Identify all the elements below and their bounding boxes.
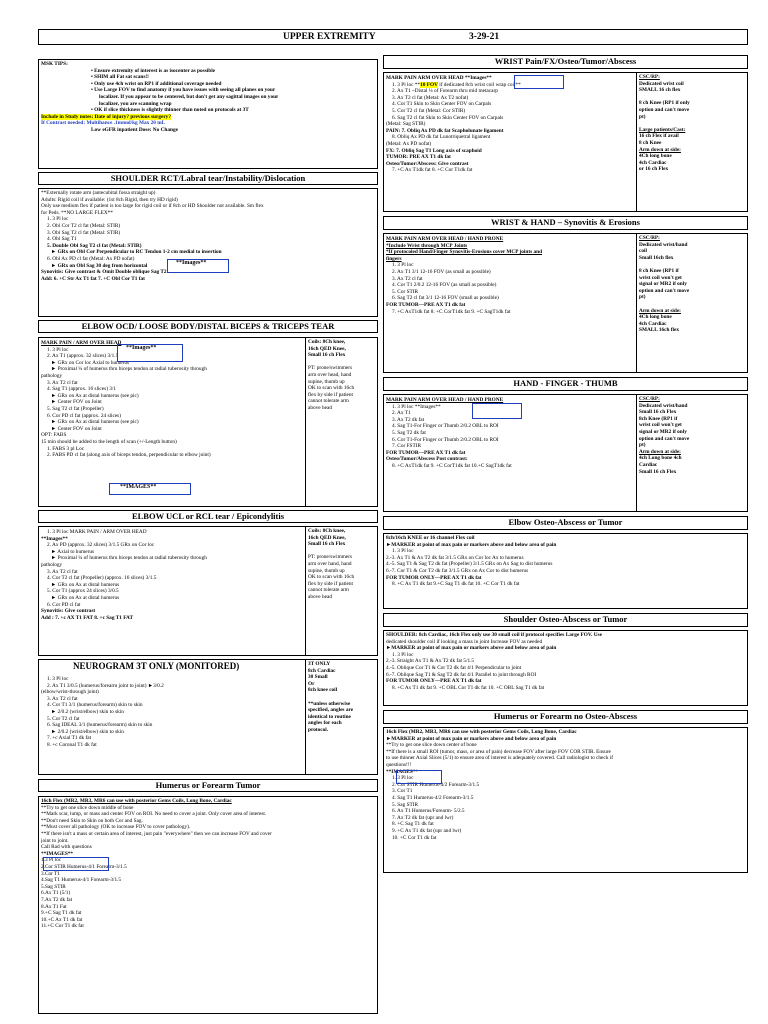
- humerus-osteo-step: 7. Ax T2 dk fat (upr and lwr): [392, 814, 454, 821]
- wrist-side-line: [639, 120, 747, 127]
- wrist-side-line: 4Ch long bone: [639, 153, 672, 160]
- neurogram-step: 3. Ax T2 cl fat: [47, 695, 78, 702]
- humerus-tumor-step: 9.+C Sag T1 dk fat: [41, 910, 82, 917]
- humerus-tumor-step: Call Rad with questions: [41, 844, 92, 851]
- wrist-side-line: 8 ch Knee: [639, 139, 662, 146]
- shoulder-osteo-step: 4.-5. Oblique Cor T1 & Cor T2 dk fat 4/1 Perpendicular to joint: [386, 664, 522, 671]
- humerus-tumor-step: 4.Sag T1 Humerus-4/1 Forearm-3/1.5: [41, 877, 122, 884]
- neurogram-step: 1. 3 Pl loc: [47, 676, 69, 682]
- neurogram-side-line: protocol.: [308, 726, 329, 733]
- humerus-tumor-step: **IMAGES**: [41, 850, 74, 857]
- elbow-ucl-side-panel: [305, 527, 378, 656]
- wrist-hand-step: 6. Sag T2 cl fat 3/1 12-16 FOV (small as possible): [392, 295, 499, 302]
- elbow-ocd-step: 1. FABS 3 pl Loc: [47, 445, 85, 452]
- humerus-tumor-title: Humerus or Forearm Tumor: [38, 779, 378, 792]
- elbow-osteo-step: 8. +C Ax T1 dk fat 9.+C Sag T1 dk fat 10. +C Cor T1 dk fat: [392, 581, 520, 588]
- humerus-osteo-box: [383, 727, 748, 873]
- elbow-ucl-step: **Images**: [41, 535, 68, 542]
- wrist-images-marker: [514, 75, 564, 89]
- neurogram-step: 8. +c Coronal T1 dk fat: [47, 741, 97, 748]
- elbow-ucl-step: 5. Cor T1 (approx 24 slices) 3/0.5: [47, 588, 119, 595]
- elbow-osteo-step: 8ch/16ch KNEE or 16 channel Flex coil: [386, 535, 475, 541]
- wrist-side-line: Arm down at side:: [639, 146, 681, 153]
- hand-step: 1. 3 Pl loc **Images**: [392, 403, 441, 410]
- elbow-ucl-side-line: OK to scan with 16ch: [308, 574, 355, 581]
- neurogram-side-line: angles for each: [308, 720, 342, 727]
- shoulder-title: SHOULDER RCT/Labral tear/Instability/Dislocation: [38, 172, 378, 185]
- shoulder-osteo-step: 6.-7. Oblique Sag T1 & Sag T2 dk fat 4/1 Parallel to joint through ROI: [386, 671, 537, 678]
- elbow-ucl-step: pathology: [41, 561, 63, 568]
- elbow-ocd-side-line: flex by side if patient: [308, 391, 354, 398]
- hand-step: MARK PAIN ARM OVER HEAD / HAND PRONE: [386, 397, 504, 403]
- neurogram-side-line: **unless otherwise: [308, 700, 351, 707]
- humerus-osteo-step: 1. 3 Pl loc: [392, 775, 414, 782]
- neurogram-side-line: 8ch knee coil: [308, 687, 338, 694]
- hand-step: 2. Ax T1: [392, 410, 411, 417]
- hand-title: HAND - FINGER - THUMB: [383, 377, 748, 391]
- wrist-hand-side-line: [639, 301, 747, 308]
- humerus-osteo-step: 6. Ax T1 Humerus/Forearm- 5/2.5: [392, 808, 465, 815]
- elbow-ocd-images-marker: [117, 344, 183, 362]
- shoulder-step: **Externally rotate arm (antecubital fossa straight up): [41, 190, 156, 196]
- wrist-hand-step: 2. Ax T1 3/1 12-16 FOV (as small as possible): [392, 268, 491, 275]
- wrist-hand-side-panel: [636, 234, 748, 373]
- shoulder-step: 4. Obl Sag T1: [47, 236, 77, 243]
- wrist-hand-step: fingers: [386, 255, 402, 262]
- neurogram-step: (elbow/wrist-through joint): [41, 689, 99, 696]
- page-title: UPPER EXTREMITY: [283, 32, 376, 42]
- humerus-osteo-step: 4. Sag T1 Humerus-4/2 Forearm-3/1.5: [392, 794, 474, 801]
- wrist-step: (Metal: Ax PD nofat): [386, 140, 432, 147]
- wrist-hand-side-line: Small 16ch flex: [639, 254, 674, 261]
- humerus-osteo-title: Humerus or Forearm no Osteo-Abscess: [383, 710, 748, 724]
- hand-images-marker: [472, 403, 522, 419]
- humerus-tumor-step: 5.Sag STIR: [41, 883, 66, 890]
- wrist-hand-side-line: pt): [639, 294, 646, 301]
- elbow-ocd-side-panel: [305, 338, 378, 507]
- elbow-ocd-step: ► Proximal ¼ of humerus thru biceps tendon at radial tuberosity through: [51, 366, 207, 373]
- wrist-step: 1. 3 Pl loc **10 FOV if dedicated 8ch wrist coil wrap coil**: [392, 81, 521, 88]
- hand-side-line: 8ch Knee (RP1 if: [639, 415, 678, 422]
- neurogram-title: NEUROGRAM 3T ONLY (MONITORED): [73, 661, 240, 671]
- humerus-tumor-step: 16ch Flex (MR2, MR3, MR6 can use with posterior Gems Coils, Long Bone, Cardiac: [41, 798, 232, 804]
- hand-step: 7. Cor FSTIR: [392, 443, 421, 450]
- wrist-side-line: Large patients/Cast:: [639, 126, 686, 133]
- elbow-ocd-step: 15 min should be added to the length of scan (+/-Length button): [41, 438, 177, 445]
- elbow-ucl-side-line: cannot tolerate arm: [308, 587, 349, 594]
- humerus-tumor-images-marker: [43, 857, 109, 871]
- humerus-tumor-box: [38, 796, 378, 1014]
- humerus-osteo-step: **IMAGES**: [386, 768, 419, 775]
- contrast-note: If Contrast needed: Multihance .1mmol/kg Max 20 mL: [41, 120, 166, 127]
- wrist-hand-side-line: 8 ch Knee (RP1 if: [639, 267, 679, 274]
- msk-tip-item: • Use Large FOV to find anatomy if you have issues with seeing all planes on your: [91, 87, 276, 94]
- wrist-hand-step: *Include Wrist through MCP Joints: [386, 242, 468, 249]
- msk-tips-box: [38, 59, 378, 169]
- msk-tips-title: MSK TIPS:: [41, 61, 68, 67]
- elbow-osteo-step: 1. 3 Pl loc: [392, 548, 414, 555]
- elbow-ucl-box: [38, 526, 378, 656]
- wrist-step: Osteo/Tumor/Abscess: Give contrast: [386, 160, 469, 167]
- wrist-step: 4. Cor T1 Skin to Skin Center FOV on Carpals: [392, 101, 492, 108]
- msk-tip-item: • SHIM all Fat sat scans!!: [91, 74, 149, 81]
- elbow-ocd-side-line: 16ch QED Knee,: [308, 345, 346, 352]
- humerus-tumor-step: **Don't need Skin to Skin on both Cor and Sag.: [41, 817, 143, 824]
- elbow-ucl-step: ► GRx on Ax at distal humerus: [51, 594, 120, 601]
- hand-side-line: wrist coil won't get: [639, 422, 682, 429]
- elbow-ocd-side-line: Coils: 8Ch knee,: [308, 339, 346, 345]
- neurogram-side-line: Or: [308, 680, 315, 687]
- humerus-tumor-step: **Mark scar, lump, or mass and center FOV on ROI. No need to cover a joint. Only cover area of interest.: [41, 811, 267, 818]
- elbow-ocd-step: OPT: FABS: [41, 432, 67, 439]
- shoulder-step: 2. Obl Cor T2 cl fat (Metal: STIR): [47, 222, 121, 229]
- shoulder-step: Synovitis: Give contrast & Omit Double oblique Sag T2: [41, 269, 167, 276]
- elbow-osteo-step: FOR TUMOR ONLY—PRE AX T1 dk fat: [386, 574, 482, 581]
- wrist-hand-lines: [386, 236, 634, 315]
- wrist-side-line: [639, 94, 747, 101]
- wrist-hand-side-line: wrist coil won't get: [639, 274, 682, 281]
- neurogram-step: ► 2/0.2 (wrist/elbow) skin to skin: [51, 708, 124, 715]
- humerus-osteo-step: 3. Cor T1: [392, 788, 413, 795]
- neurogram-side-panel: [305, 660, 378, 775]
- wrist-step: 2. Ax T1 ~Distal ¼ of Forearm thru mid metacarp: [392, 88, 498, 95]
- wrist-step: FX: 7. Obliq Sag T1 Long axis of scaphoid: [386, 147, 482, 154]
- elbow-ocd-step: pathology: [41, 372, 63, 379]
- humerus-osteo-step: 5. Sag STIR: [392, 801, 419, 808]
- wrist-hand-side-line: signal or MR2 if only: [639, 281, 687, 288]
- wrist-hand-side-line: Arm down at side:: [639, 307, 681, 314]
- humerus-tumor-step: **If there isn't a mass or certain area of interest, just pain "everywhere" then we can increase FOV and cover: [41, 830, 272, 837]
- elbow-ucl-side-line: supine, thumb up: [308, 567, 345, 574]
- neurogram-side-line: 30 Small: [308, 674, 328, 681]
- hand-step: 5. Sag T2 dk fat: [392, 429, 426, 436]
- shoulder-osteo-step: ►MARKER at point of max pain or markers above and below area of pain: [386, 645, 557, 652]
- elbow-ucl-side-line: above head: [308, 593, 332, 600]
- shoulder-step: ► GRx on Obl Sag 30 deg from horizontal: [51, 262, 148, 269]
- wrist-hand-title: WRIST & HAND – Synovitis & Erosions: [383, 216, 748, 230]
- shoulder-images-label: **Images**: [176, 260, 207, 266]
- msk-tip-item: • Only use 4ch wrist on RP1 if additional coverage needed: [91, 80, 222, 87]
- wrist-hand-step: *If protocoled Hand/Finger Synovitis-Erosions cover MCP joints and: [386, 249, 543, 256]
- hand-side-line: Dedicated wrist/hand: [639, 402, 688, 409]
- hand-side-line: signal or MR2 if only: [639, 428, 687, 435]
- humerus-osteo-step: questions!!!: [386, 761, 412, 768]
- msk-tip-item: localizer. If you appear to be centered, but don't get any sagittal images on your: [99, 93, 279, 100]
- shoulder-osteo-step: SHOULDER: 8ch Cardiac, 16ch Flex only use 30 small coil if protocol specifies Large FOV. Use: [386, 632, 602, 638]
- elbow-ucl-step: Add : 7. +c AX T1 FAT 8. +c Sag T1 FAT: [41, 614, 134, 621]
- neurogram-step: 6. Sag IDEAL 3/1 (humerus/forearm) skin to skin: [47, 722, 153, 729]
- wrist-step: 5. Cor T2 cl fat (Metal: Cor STIR): [392, 107, 466, 114]
- humerus-osteo-step: 2. Cor STIR Humerus-4/2 Forearm-3/1.5: [392, 781, 480, 788]
- wrist-side-line: or 16 ch Flex: [639, 166, 669, 173]
- elbow-ocd-side-line: arm over head, hand: [308, 371, 352, 378]
- egfr-note: Low eGFR inpatient Dose: No Change: [91, 126, 178, 133]
- wrist-hand-side-line: 4Ch long bone: [639, 314, 672, 321]
- elbow-ocd-title: ELBOW OCD/ LOOSE BODY/DISTAL BICEPS & TRICEPS TEAR: [38, 320, 378, 333]
- elbow-ocd-step: 6. Cor PD cl fat (approx. 24 slices): [47, 412, 121, 419]
- elbow-ocd-step: ► GRx on Cor loc Axial to humerus: [51, 359, 130, 366]
- elbow-ucl-step: 6. Cor PD cl fat: [47, 601, 81, 608]
- msk-tip-item: • Ensure extremity of interest is as isocenter as possible: [91, 67, 216, 74]
- wrist-title: WRIST Pain/FX/Osteo/Tumor/Abscess: [383, 55, 748, 69]
- msk-tip-item: localizer, you are scanning wrap: [99, 100, 172, 107]
- elbow-ucl-side-line: Small 16 ch Flex: [308, 541, 346, 548]
- neurogram-lines: [41, 676, 303, 749]
- wrist-hand-step: 1. 3 Pl loc: [392, 262, 414, 269]
- shoulder-step: 3. Obl Sag T2 cl fat (Metal: STIR): [47, 229, 121, 236]
- hand-step: FOR TUMOR—PRE AX T1 dk fat: [386, 449, 466, 456]
- shoulder-step: 1. 3 Pl loc: [47, 216, 69, 223]
- wrist-side-panel: [636, 73, 748, 212]
- wrist-hand-step: MARK PAIN ARM OVER HEAD / HAND PRONE: [386, 236, 504, 242]
- shoulder-step: 6. Obl Ax PD cl fat (Metal: Ax PD nofat): [47, 255, 135, 262]
- elbow-ocd-step: 2. Ax T1 (approx. 32 slices) 3/1.5: [47, 353, 119, 360]
- humerus-tumor-step: 3.Cor T1: [41, 870, 61, 877]
- neurogram-step: 5. Cor T2 cl fat: [47, 715, 80, 722]
- wrist-step: MARK PAIN ARM OVER HEAD **Images**: [386, 75, 492, 81]
- wrist-hand-box: [383, 233, 748, 373]
- shoulder-step: for Peds. **NO LARGE FLEX**: [41, 209, 113, 216]
- shoulder-box: [38, 188, 378, 317]
- elbow-ocd-step: 1. 3 Pl loc: [47, 346, 69, 353]
- hand-side-panel: [636, 395, 748, 512]
- elbow-ocd-side-line: Small 16 ch Flex: [308, 352, 346, 359]
- elbow-ocd-step: 2. FABS PD cl fat (along axis of biceps tendon, perpendicular to elbow joint): [47, 452, 211, 459]
- hand-step: 4. Sag T1-For Finger or Thumb 2/0.2 OBL to ROI: [392, 423, 499, 430]
- elbow-ocd-side-line: above head: [308, 404, 332, 411]
- header-bar: [38, 29, 748, 45]
- elbow-ocd-images-label-2: **IMAGES**: [120, 484, 157, 490]
- humerus-tumor-step: 10.+C Ax T1 dk fat: [41, 916, 83, 923]
- elbow-ocd-side-line: OK to scan with 16ch: [308, 385, 355, 392]
- elbow-ucl-lines: [41, 529, 303, 621]
- elbow-ocd-side-line: supine, thumb up: [308, 378, 345, 385]
- wrist-side-line: Dedicated wrist coil: [639, 80, 684, 87]
- hand-step: 8. +C AxT1dk fat 9. +C CorT1dk fat 10.+C SagT1dk fat: [392, 462, 512, 469]
- shoulder-step: Adults: Rigid coil if available: (1st 8ch Rigid, then try HD rigid): [41, 196, 178, 203]
- humerus-osteo-step: 8. +C Sag T1 dk fat: [392, 821, 434, 828]
- hand-side-line: Arm down at side:: [639, 448, 681, 455]
- humerus-osteo-step: 9. +C Ax T1 dk fat (upr and lwr): [392, 827, 462, 834]
- humerus-tumor-step: 11.+C Cor T1 dk fat: [41, 923, 84, 930]
- wrist-side-line: 4ch Cardiac: [639, 159, 667, 166]
- elbow-ucl-step: ► GRx on Ax at distal humerus: [51, 581, 120, 588]
- wrist-side-line: SMALL 16 ch flex: [639, 87, 681, 94]
- shoulder-step: ► GRx on Obl Cor Perpendicular to RC Tendon 1-2 cm medial to insertion: [51, 249, 222, 256]
- shoulder-osteo-step: 2.-3. Straight Ax T1 & Ax T2 dk fat 5/1.5: [386, 658, 475, 665]
- wrist-step: 6. Sag T2 cl fat Skin to Skin Center FOV on Carpals: [392, 114, 504, 121]
- shoulder-step: 5. Double Obl Sag T2 cl fat (Metal: STIR): [47, 242, 142, 249]
- wrist-hand-step: 5. Cor STIR: [392, 288, 419, 295]
- study-notes: Include in Study notes: Date of injury? previous surgery?: [41, 113, 171, 120]
- wrist-step: 7. +C Ax T1dk fat 8. +C Cor T1dk fat: [392, 167, 473, 174]
- hand-step: 3. Ax T2 dk fat: [392, 416, 425, 423]
- neurogram-side-line: [308, 694, 377, 701]
- elbow-ocd-images-marker-2: [109, 483, 191, 495]
- elbow-osteo-step: 4.-5. Sag T1 & Sag T2 dk fat (Propeller) 3/1.5 GRx on Ax Sag to dist humerus: [386, 561, 553, 568]
- elbow-ocd-step: 3. Ax T2 cl fat: [47, 379, 78, 386]
- elbow-ucl-side-line: flex by side if patient: [308, 580, 354, 587]
- wrist-hand-step: 4. Cor T1 2/0.2 12-16 FOV (as small as possible): [392, 282, 497, 289]
- wrist-side-line: CSC/RP:: [639, 74, 660, 80]
- hand-box: [383, 394, 748, 512]
- elbow-ocd-images-label: **Images**: [126, 345, 157, 351]
- wrist-hand-side-line: [639, 261, 747, 268]
- neurogram-side-line: 3T ONLY: [308, 661, 331, 667]
- wrist-hand-step: 7. +C AxT1dk fat 8. +C CorT1dk fat 9. +C SagT1dk fat: [392, 308, 511, 315]
- shoulder-osteo-step: 8. +C Ax T1 dk fat 9. +C OBL Cor T1 dk fat 10. +C OBL Sag T1 dk fat: [392, 684, 545, 691]
- elbow-ocd-step: ► Center FOV on Joint: [51, 425, 102, 432]
- hand-step: Osteo/Tumor/Abscess Post contrast:: [386, 456, 468, 463]
- neurogram-step: ► 2/0.2 (wrist/elbow) skin to skin: [51, 728, 124, 735]
- elbow-ucl-side-line: 16ch QED Knee,: [308, 534, 346, 541]
- neurogram-side-line: specified, angles are: [308, 707, 354, 714]
- elbow-ucl-step: 4. Cor T2 cl fat (Propeller) (approx. 16 slices) 3/1.5: [47, 575, 157, 582]
- wrist-hand-side-line: coil: [639, 248, 647, 255]
- page-date: 3-29-21: [469, 32, 500, 42]
- hand-side-line: CSC/RP:: [639, 396, 660, 402]
- neurogram-step: 2. Ax T1 3/0.5 (humerus/forearm joint to joint) ►3/0.2: [47, 682, 164, 689]
- wrist-hand-side-line: SMALL 16ch flex: [639, 327, 680, 334]
- wrist-step: 3. Ax T2 cl fat (Metal: Ax T2 nofat): [392, 94, 469, 101]
- hand-side-line: Small 16 ch Flex: [639, 409, 677, 416]
- shoulder-osteo-step: 1. 3 Pl loc: [392, 651, 414, 658]
- elbow-ocd-step: ► Center FOV on Joint: [51, 399, 102, 406]
- humerus-tumor-step: **Try to get one slice down middle of bone: [41, 804, 134, 811]
- elbow-osteo-title: Elbow Osteo-Abscess or Tumor: [383, 516, 748, 530]
- elbow-osteo-box: [383, 533, 748, 609]
- elbow-ucl-title: ELBOW UCL or RCL tear / Epicondylitis: [38, 510, 378, 523]
- elbow-ocd-step: ► GRx on Ax at distal humerus (see pic): [51, 392, 139, 399]
- wrist-lines: [386, 75, 634, 174]
- humerus-tumor-step: 2.Cor STIR Humerus-4/1 Forearm-3/1.5: [41, 863, 127, 870]
- wrist-hand-side-line: option and can't move: [639, 287, 690, 294]
- elbow-ocd-box: [38, 337, 378, 507]
- humerus-osteo-step: 16ch Flex (MR2, MR3, MR6 can use with posterior Gems Coils, Long Bone, Cardiac: [386, 729, 577, 735]
- wrist-step: PAIN: 7. Obliq Ax PD dk fat Scapholunate ligament: [386, 127, 504, 134]
- elbow-osteo-step: 2.-3. Ax T1 & Ax T2 dk fat 3/1.5 GRx on Cor loc Ax to humerus: [386, 554, 524, 561]
- wrist-side-line: option and can't move: [639, 106, 690, 113]
- humerus-osteo-step: 10. +C Cor T1 dk fat: [392, 834, 437, 841]
- shoulder-osteo-step: FOR TUMOR ONLY—PRE AX T1 dk fat: [386, 678, 482, 685]
- hand-step: 6. Cor T1-For Finger or Thumb 2/0.2 OBL to ROI: [392, 436, 499, 443]
- shoulder-step: Add: 6. +C Str Ax T1 fat 7. +C Obl Cor T1 fat: [41, 275, 145, 282]
- shoulder-images-marker: [167, 259, 229, 273]
- elbow-ocd-side-line: [308, 359, 377, 366]
- humerus-tumor-step: 6.Ax T1 (5/1): [41, 890, 71, 897]
- elbow-ucl-step: 1. 3 Pl loc MARK PAIN / ARM OVER HEAD: [47, 529, 147, 535]
- humerus-tumor-step: 7.Ax T2 dk fat: [41, 896, 73, 903]
- wrist-hand-side-line: CSC/RP:: [639, 235, 660, 241]
- hand-side-line: 4ch Long bone 4ch: [639, 455, 682, 462]
- humerus-osteo-step: to use thinner Axial Slices (5/1) to ensure area of interest is adequately covered. Call radiologist to check if: [386, 755, 613, 762]
- elbow-ucl-step: 3. Ax T2 cl fat: [47, 568, 78, 575]
- wrist-hand-side-line: Dedicated wrist/hand: [639, 241, 688, 248]
- elbow-ocd-step: MARK PAIN / ARM OVER HEAD: [41, 340, 122, 346]
- elbow-ucl-step: ► Axial to humerus: [51, 548, 95, 555]
- humerus-osteo-step: **If there is a small ROI (tumor, mass, or area of pain) decrease FOV after large FOV COR STIR. Ensure: [386, 748, 611, 755]
- elbow-ucl-step: ► Proximal ¼ of humerus thru biceps tendon at radial tuberosity through: [51, 555, 207, 562]
- humerus-osteo-step: ►MARKER at point of max pain or markers above and below area of pain: [386, 735, 557, 742]
- wrist-side-line: 16 ch Flex if avail: [639, 133, 679, 140]
- elbow-ucl-step: Synovitis: Give contrast: [41, 608, 96, 615]
- wrist-hand-side-line: 4ch Cardiac: [639, 320, 667, 327]
- wrist-hand-step: 3. Ax T2 cl fat: [392, 275, 423, 282]
- elbow-osteo-step: 6.-7. Cor T1 & Cor T2 dk fat 3/1.5 GRx on Ax Cor to dist humerus: [386, 567, 529, 574]
- wrist-hand-step: FOR TUMOR—PRE AX T1 dk fat: [386, 301, 466, 308]
- hand-side-line: pt): [639, 442, 646, 449]
- elbow-ucl-side-line: [308, 548, 377, 555]
- humerus-tumor-step: 8.Ax T1 Fat: [41, 903, 67, 910]
- neurogram-box: [38, 659, 378, 775]
- humerus-osteo-lines: [386, 729, 745, 841]
- humerus-osteo-step: **Try to get one slice down center of bone: [386, 742, 477, 749]
- humerus-tumor-step: joint to joint.: [41, 837, 69, 844]
- msk-tip-item: • OK if slice thickness is slightly thinner than noted on protocols at 3T: [91, 107, 249, 114]
- wrist-side-line: pt): [639, 113, 646, 120]
- elbow-ocd-side-line: cannot tolerate arm: [308, 398, 349, 405]
- elbow-osteo-step: ►MARKER at point of max pain or markers above and below area of pain: [386, 541, 557, 548]
- shoulder-osteo-step: dedicated shoulder coil if looking a mass in joint Increase FOV as needed: [386, 638, 543, 645]
- shoulder-osteo-lines: [386, 632, 745, 691]
- hand-side-line: option and can't move: [639, 435, 690, 442]
- wrist-step: TUMOR: PRE AX T1 dk fat: [386, 154, 451, 161]
- neurogram-side-line: identical to routine: [308, 713, 351, 720]
- neurogram-step: 7. +c Axial T1 dk fat: [47, 735, 92, 742]
- elbow-osteo-lines: [386, 535, 745, 588]
- humerus-osteo-images-marker: [396, 770, 442, 784]
- elbow-ucl-side-line: arm over hand, hand: [308, 560, 352, 567]
- wrist-side-line: 8 ch Knee (RP1 if only: [639, 100, 690, 107]
- elbow-ocd-step: 5. Sag T2 cl fat (Propeller): [47, 405, 104, 412]
- elbow-ocd-side-line: PT: prone/swimmers: [308, 365, 353, 372]
- shoulder-osteo-box: [383, 630, 748, 706]
- wrist-step: (Metal: Sag STIR): [386, 121, 426, 128]
- humerus-tumor-step: **Must cover all pathology (OK to increase FOV to cover pathology).: [41, 824, 191, 831]
- msk-tips-bullets: [41, 68, 375, 114]
- wrist-step: 8. Obliq Ax PD dk fat Lunotriquetral ligament: [392, 134, 491, 141]
- neurogram-step: 4. Cor T1 3/1 (humerus/forearm) skin to skin: [47, 702, 143, 709]
- elbow-ocd-step: 4. Sag T1 (approx. 16 slices) 3/1: [47, 386, 117, 393]
- wrist-box: [383, 72, 748, 212]
- elbow-ucl-step: 2. Ax PD (approx. 32 slices) 3/1.5 GRx on Cor loc: [47, 542, 155, 549]
- hand-side-line: Cardiac: [639, 461, 658, 468]
- hand-side-line: Small 16 ch Flex: [639, 468, 677, 475]
- humerus-tumor-step: 1.3 Pl loc: [41, 857, 62, 864]
- elbow-ucl-side-line: PT: prone/swimmers: [308, 554, 353, 561]
- elbow-ocd-step: ► GRx on Ax at distal humerus (see pic): [51, 419, 139, 426]
- shoulder-step: Only use medium flex if patient is too large for rigid coil or if 8ch or HD Shoulder not available. Sm flex: [41, 203, 264, 210]
- elbow-ucl-side-line: Coils: 8Ch knee,: [308, 528, 346, 534]
- shoulder-osteo-title: Shoulder Osteo-Abscess or Tumor: [383, 613, 748, 627]
- neurogram-side-line: 8ch Cardiac: [308, 667, 336, 674]
